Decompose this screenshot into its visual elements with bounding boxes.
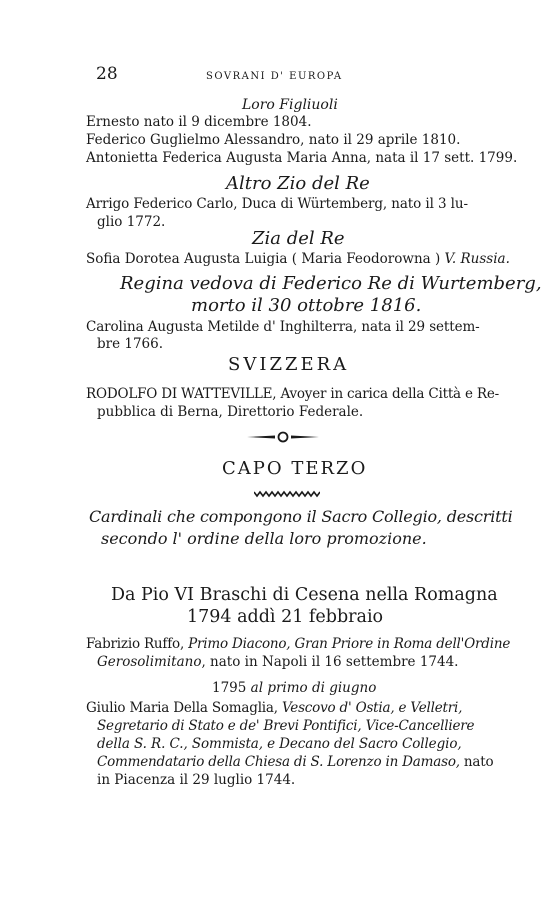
- zigzag-ornament: [254, 490, 320, 498]
- chapter-subtitle-2: secondo l' ordine della loro promozione.: [101, 529, 427, 548]
- text-line: Carolina Augusta Metilde d' Inghilterra, nata il 29 settem-: [86, 319, 480, 335]
- date-line: [212, 682, 376, 696]
- section-heading-switzerland: SVIZZERA: [228, 354, 350, 375]
- text-line: Federico Guglielmo Alessandro, nato il 29 aprile 1810.: [86, 132, 461, 148]
- text-line: [86, 638, 510, 652]
- cardinal-title: Vescovo d' Ostia, e Velletri,: [281, 700, 463, 716]
- date-day: al primo di giugno: [250, 680, 377, 696]
- date-year: 1795: [212, 680, 251, 696]
- aunt-name: Sofia Dorotea Augusta Luigia ( Maria Feodorowna ): [86, 251, 445, 267]
- cross-reference: V. Russia.: [444, 251, 510, 267]
- cardinal-name: Fabrizio Ruffo,: [86, 636, 189, 652]
- cardinal-name: Giulio Maria Della Somaglia,: [86, 700, 282, 716]
- page-number: 28: [96, 64, 118, 84]
- cardinal-title-cont: Gerosolimitano: [97, 654, 202, 670]
- text-line: RODOLFO DI WATTEVILLE, Avoyer in carica della Città e Re-: [86, 386, 499, 402]
- cardinal-title: Commendatario della Chiesa di S. Lorenzo in Damaso,: [97, 754, 460, 770]
- cardinal-birth: nato: [459, 754, 494, 770]
- text-line: [86, 253, 510, 267]
- section-heading-pius-vi: Da Pio VI Braschi di Cesena nella Romagna: [111, 585, 498, 605]
- text-line: pubblica di Berna, Direttorio Federale.: [97, 404, 364, 420]
- section-date: 1794 addì 21 febbraio: [187, 607, 384, 627]
- text-line: glio 1772.: [97, 214, 166, 230]
- text-line: in Piacenza il 29 luglio 1744.: [97, 772, 296, 788]
- text-line: Antonietta Federica Augusta Maria Anna, nata il 17 sett. 1799.: [86, 150, 518, 166]
- section-heading-children: Loro Figliuoli: [242, 97, 338, 113]
- section-heading-aunt: Zia del Re: [252, 228, 345, 249]
- cardinal-title: Primo Diacono, Gran Priore in Roma dell'Ordine: [188, 636, 511, 652]
- section-heading-queen: Regina vedova di Federico Re di Wurtemberg,: [120, 273, 542, 294]
- running-title: SOVRANI D' EUROPA: [206, 71, 343, 82]
- chapter-subtitle: Cardinali che compongono il Sacro Collegio, descritti: [89, 507, 513, 526]
- text-line: bre 1766.: [97, 336, 164, 352]
- cardinal-birth: , nato in Napoli il 16 settembre 1744.: [201, 654, 459, 670]
- ornamental-divider: [247, 430, 319, 444]
- text-line: [97, 656, 458, 670]
- chapter-title: CAPO TERZO: [222, 458, 368, 479]
- text-line: [97, 756, 493, 770]
- text-line: Segretario di Stato e de' Brevi Pontifici, Vice-Cancelliere: [97, 718, 475, 734]
- section-heading-queen-2: morto il 30 ottobre 1816.: [191, 295, 422, 316]
- text-line: della S. R. C., Sommista, e Decano del Sacro Collegio,: [97, 736, 462, 752]
- section-heading-uncle: Altro Zio del Re: [226, 173, 370, 194]
- text-line: Arrigo Federico Carlo, Duca di Würtemberg, nato il 3 lu-: [86, 196, 468, 212]
- text-line: [86, 702, 462, 716]
- text-line: Ernesto nato il 9 dicembre 1804.: [86, 114, 312, 130]
